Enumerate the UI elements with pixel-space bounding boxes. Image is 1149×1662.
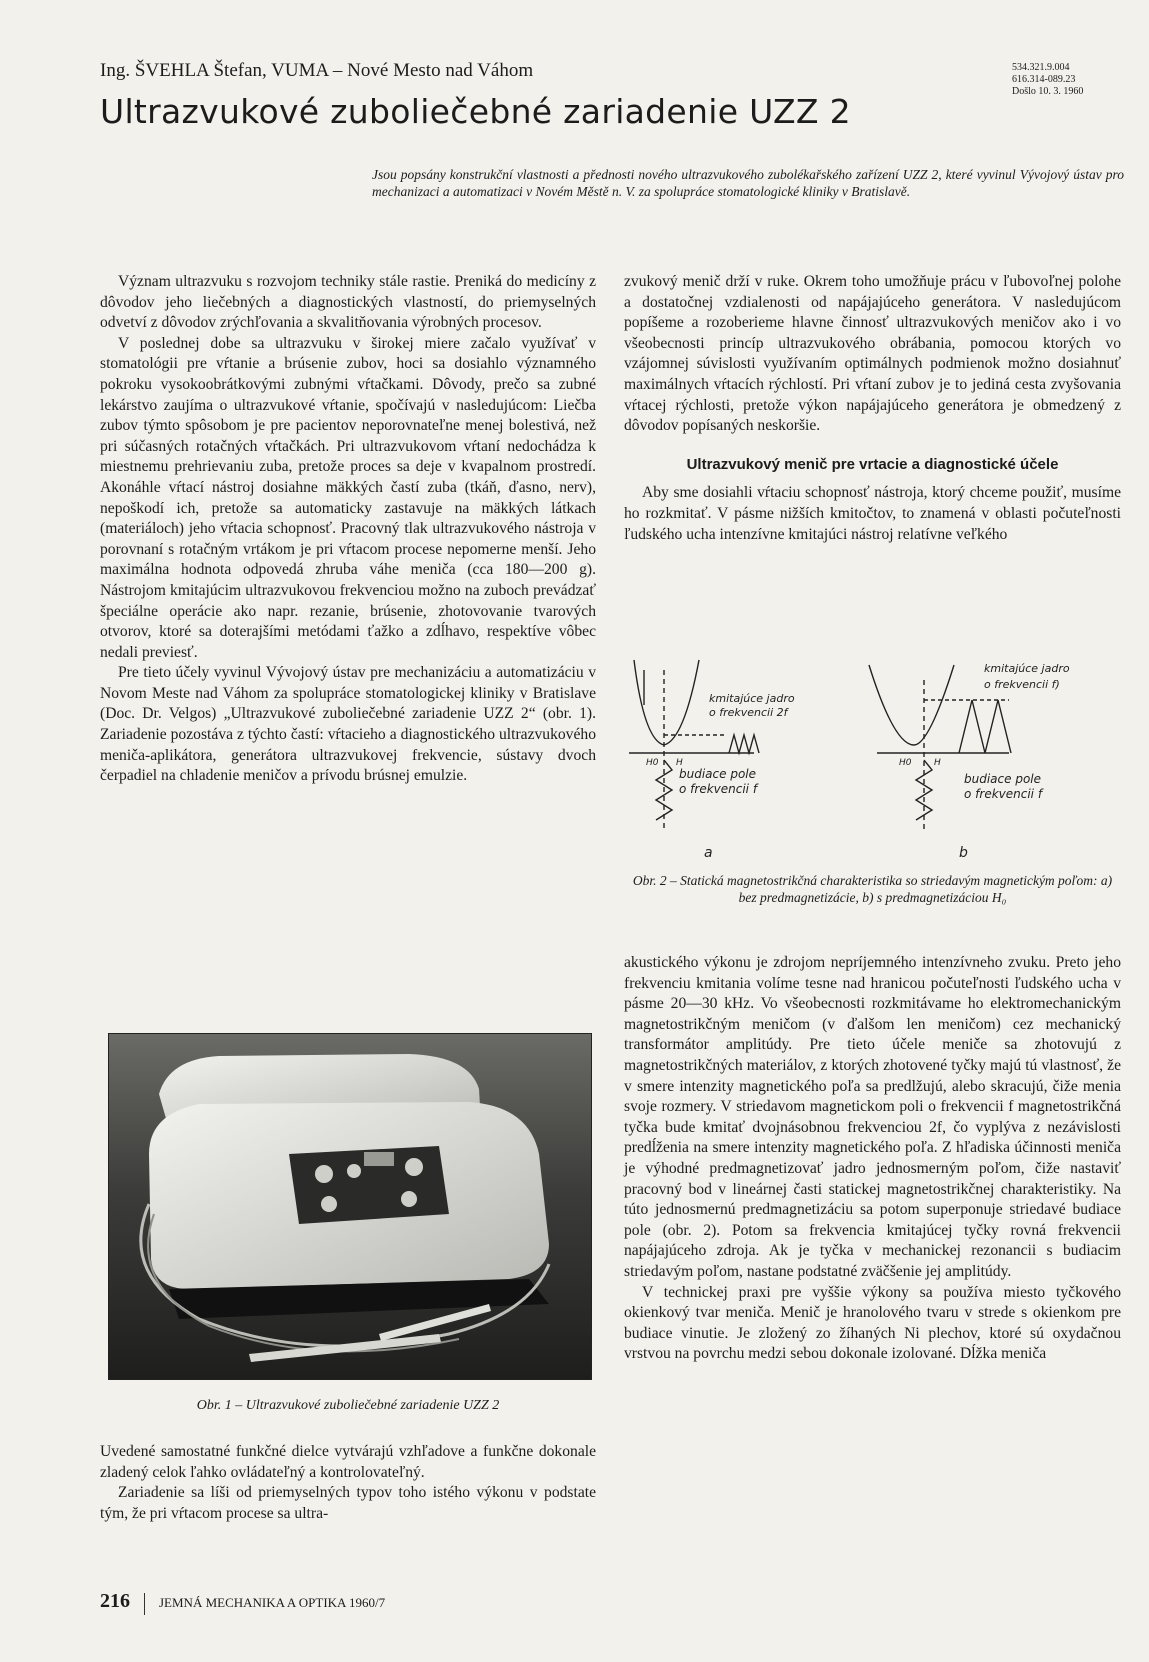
right-column <box>624 272 1121 545</box>
diagram-a-label: a <box>704 845 713 861</box>
page-number: 216 <box>100 1590 130 1612</box>
left-column <box>100 272 596 787</box>
paragraph: V poslednej dobe sa ultrazvuku v širokej miere začalo využívať v stomatológii pre vŕtanie a brúsenie zubov, hoci sa dosiahlo významného pokroku vysokoobrátkovými zubnými vŕtačkami. Dôvody, prečo sa zubné lekárstvo zaujíma o ultrazvukové vŕtanie, spočívajú v nasledujúcom: Liečba zubov týmto spôsobom je pre pacientov neporovnateľne menej bolestivá, než pri súčasných rotačných vŕtačkách. Pri ultrazvukovom vŕtaní nedochádza k miestnemu prehrievaniu zuba, pretože proces sa deje v kvapalnom prostredí. Akonáhle vŕtací nástroj dosiahne mäkkých častí zuba (tkáň, ďasno, nerv), nepoškodí ich, pretože sa automaticky zastavuje na mäkkých látkach (materiáloch) jeho vŕtacia schopnosť. Pracovný tlak ultrazvukového nástroja v porovnaní s rotačným vrtákom je pri vŕtacom procese nepomerne menší. Jeho maximálna hodnota odpovedá zhruba váhe meniča (cca 180—200 g). Nástrojom kmitajúcim ultrazvukovou frekvenciou možno na zuboch prevádzať špeciálne operácie ako napr. rezanie, brúsenie, zhotovovanie tvarových otvorov, ktoré sa doterajšími metódami ťažko a zdĺhavo, respektíve vôbec nedali previesť. <box>100 334 596 661</box>
page-footer <box>100 1590 385 1615</box>
field-freq-a: o frekvencii f <box>679 782 758 796</box>
field-label-b: budiace pole <box>964 772 1041 786</box>
left-column-bottom <box>100 1442 596 1524</box>
h0-label-b: H0 <box>899 758 912 768</box>
h0-label-a: H0 <box>646 758 659 768</box>
journal-name: JEMNÁ MECHANIKA A OPTIKA 1960/7 <box>159 1595 386 1610</box>
paragraph: akustického výkonu je zdrojom nepríjemného intenzívneho zvuku. Preto jeho frekvenciu kmitania volíme tesne nad hranicou počuteľnosti ľudského ucha v pásme 20—30 kHz. Vo všeobecnosti rozkmitávame ho elektromechanickým magnetostrikčným meničom (v ďalšom len meničom) cez mechanický transformátor amplitúdy. Pre tieto účele meniče sa zhotovujú z magnetostrikčných materiálov, z ktorých zhotovené tyčky majú tú vlastnosť, že v smere intenzity magnetického poľa sa predlžujú, alebo skracujú, čiže menia svoje rozmery. V striedavom magnetickom poli o frekvencii f magnetostrikčná tyčka bude kmitať dvojnásobnou frekvenciou 2f, čo vyplýva z nezávislosti predĺženia na smere intenzity magnetického poľa. Z hľadiska účinnosti meniča je výhodné predmagnetizovať jadro jednosmerným poľom, čiže nastaviť pracovný bod v lineárnej časti statickej magnetostrikčnej charakteristiky. Na túto jednosmernú predmagnetizáciu sa potom superponuje striedavé budiace pole (obr. 2). Potom sa frekvencia kmitajúcej tyčky rovná frekvencii napájajúceho zdroja. Ak je tyčka v mechanickej rezonancii s budiacim striedavým poľom, nastane podstatné zväčšenie jej amplitúdy. <box>624 954 1121 1280</box>
core-freq-a: o frekvencii 2f <box>709 706 788 719</box>
section-heading: Ultrazvukový menič pre vrtacie a diagnostické účele <box>686 455 1059 473</box>
figure-2-diagram <box>624 650 1121 875</box>
paragraph: Význam ultrazvuku s rozvojom techniky stále rastie. Preniká do medicíny z dôvodov jeho liečebných a diagnostických vlastností, do priemyselných odvetví z dôvodov zrýchľovania a skvalitňovania výrobných procesov. <box>100 273 596 332</box>
article-title: Ultrazvukové zuboliečebné zariadenie UZZ 2 <box>100 92 851 131</box>
paragraph: V technickej praxi pre vyššie výkony sa používa miesto tyčkového okienkový tvar meniča. Menič je hranolového tvaru v strede s okienkom pre budiace vinutie. Je zložený zo žíhaných Ni plechov, ktoré sú oxydačnou vrstvou na povrchu medzi sebou dokonale izolované. Dĺžka meniča <box>624 1283 1121 1363</box>
core-label-a: kmitajúce jadro <box>709 692 795 705</box>
received-date: Došlo 10. 3. 1960 <box>1012 86 1084 97</box>
h-label-a: H <box>676 758 683 768</box>
h-label-b: H <box>934 758 941 768</box>
diagram-a <box>629 660 795 861</box>
author-line: Ing. ŠVEHLA Štefan, VUMA – Nové Mesto nad Váhom <box>100 60 534 81</box>
udc-code-1: 534.321.9.004 <box>1012 62 1070 73</box>
abstract: Jsou popsány konstrukční vlastnosti a přednosti nového ultrazvukového zubolékařského zařízení UZZ 2, které vyvinul Vývojový ústav pro mechanizaci a automatizaci v Novém Městě n. V. za spolupráce stomatologické kliniky v Bratislavě. <box>372 167 1124 199</box>
classification-codes <box>1012 62 1083 98</box>
paragraph: zvukový menič drží v ruke. Okrem toho umožňuje prácu v ľubovoľnej polohe a dostatočnej vzdialenosti od napájajúceho generátora. V nasledujúcom popíšeme a rozoberieme hlavne činnosť ultrazvukových meničov ako i vo všeobecnosti princíp ultrazvukového obrábania, pomocou ktorých vo vzájomnej súvislosti využívaním optimálnych podmienok možno dosiahnuť maximálnych vŕtacích rýchlostí. Pri vŕtaní zubov je to jediná cesta zvyšovania vŕtacej rýchlosti, pretože výkon napájajúceho generátora je obmedzený z dôvodov popísaných neskoršie. <box>624 273 1121 435</box>
paragraph: Zariadenie sa líši od priemyselných typov toho istého výkonu v podstate tým, že pri vŕtacom procese sa ultra- <box>100 1484 596 1522</box>
paragraph: Pre tieto účely vyvinul Vývojový ústav pre mechanizáciu a automatizáciu v Novom Meste nad Váhom za spolupráce stomatologickej kliniky v Bratislave (Doc. Dr. Velgos) „Ultrazvukové zuboliečebné zariadenie UZZ 2“ (obr. 1). Zariadenie pozostáva z týchto častí: vŕtacieho a diagnostického ultrazvukového meniča-aplikátora, generátora ultrazvukovej frekvencie, sústavy dvoch čerpadiel na chladenie meničov a prívodu brúsnej emulzie. <box>100 664 596 785</box>
core-label-b: kmitajúce jadro <box>984 662 1070 675</box>
field-label-a: budiace pole <box>679 767 756 781</box>
figure-1-caption: Obr. 1 – Ultrazvukové zuboliečebné zariadenie UZZ 2 <box>196 1398 500 1413</box>
figure-1-photo <box>108 1033 592 1380</box>
udc-code-2: 616.314-089.23 <box>1012 74 1076 85</box>
diagram-b-label: b <box>959 845 968 861</box>
core-freq-b: o frekvencii f) <box>984 678 1060 691</box>
field-freq-b: o frekvencii f <box>964 787 1043 801</box>
right-column-bottom <box>624 953 1121 1365</box>
figure-2-caption: Obr. 2 – Statická magnetostrikčná charakteristika so striedavým magnetickým poľom: a) bez predmagnetizácie, b) s predmagnetizáciou H₀ <box>632 873 1113 905</box>
diagram-b <box>869 662 1070 861</box>
paragraph: Aby sme dosiahli vŕtaciu schopnosť nástroja, ktorý chceme použiť, musíme ho rozkmitať. V pásme nižších kmitočtov, to znamená v oblasti počuteľnosti ľudského ucha intenzívne kmitajúci nástroj relatívne veľkého <box>624 484 1121 543</box>
paragraph: Uvedené samostatné funkčné dielce vytvárajú vzhľadove a funkčne dokonale zladený celok ľahko ovládateľný a kontrolovateľný. <box>100 1443 596 1481</box>
footer-divider <box>144 1593 145 1615</box>
